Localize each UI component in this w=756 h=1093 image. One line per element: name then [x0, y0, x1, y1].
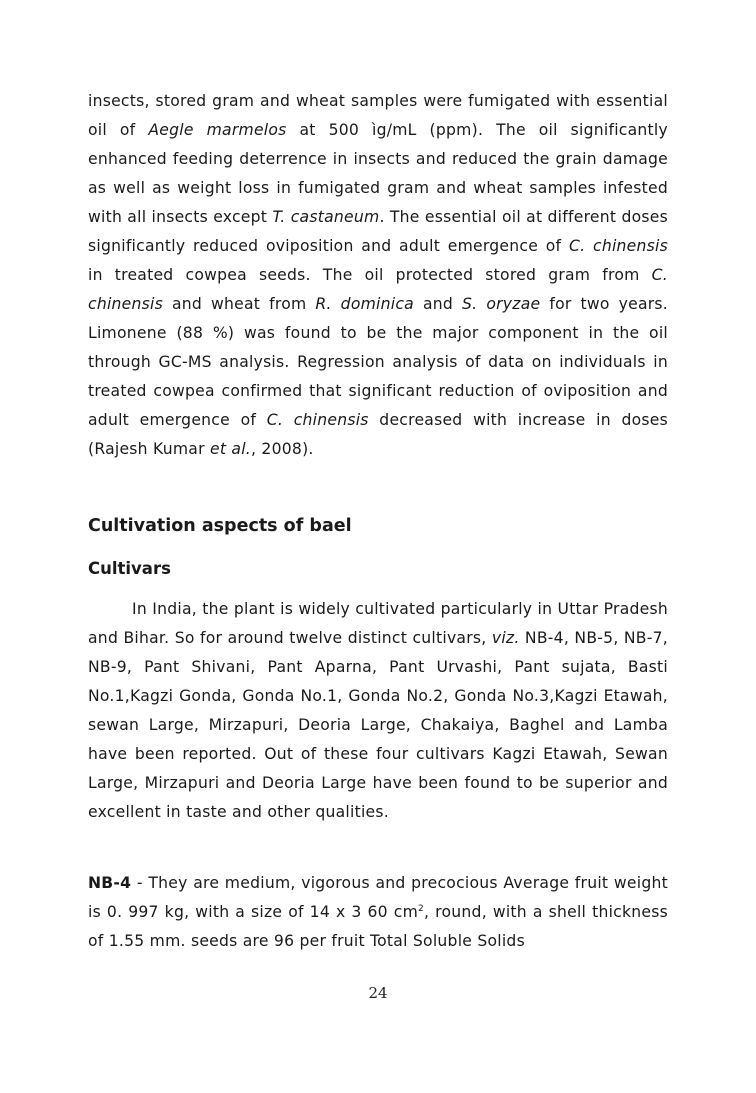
species-name: S. oryzae: [462, 295, 541, 313]
species-name: T. castaneum: [272, 208, 380, 226]
superscript: 2: [418, 903, 425, 914]
species-name: C. chinensis: [568, 237, 668, 255]
cultivar-label: NB-4: [88, 874, 132, 892]
text-run: and: [413, 295, 463, 313]
text-run: insects, stored gram and wheat samples were fumigated with essential oil of: [88, 92, 668, 139]
text-run: . The essential oil at different doses significantly reduced oviposition and adult emergence of: [88, 208, 668, 255]
species-name: Aegle marmelos: [148, 121, 287, 139]
species-name: C. chinensis: [266, 411, 369, 429]
text-run: for two years. Limonene (88 %) was found to be the major component in the oil through GC-MS analysis. Regression analysis of data on individuals in treated cowpea confirmed that significant reduction of oviposition and adult emergence of: [88, 295, 668, 429]
subsection-heading: Cultivars: [88, 559, 171, 578]
text-run: In India, the plant is widely cultivated particularly in Uttar Pradesh and Bihar. So for around twelve distinct cultivars,: [88, 600, 668, 647]
paragraph-nb4: [88, 869, 668, 956]
italic-term: viz.: [491, 629, 520, 647]
paragraph-fumigation: [88, 87, 668, 464]
text-run: at 500 ìg/mL (ppm). The oil significantly enhanced feeding deterrence in insects and reduced the grain damage as well as weight loss in fumigated gram and wheat samples infested with all insects except: [88, 121, 668, 226]
citation-italic: et al.: [209, 440, 251, 458]
page-number: 24: [368, 984, 388, 1002]
text-run: NB-4, NB-5, NB-7, NB-9, Pant Shivani, Pant Aparna, Pant Urvashi, Pant sujata, Basti No.1,Kagzi Gonda, Gonda No.1, Gonda No.2, Gonda No.3,Kagzi Etawah, sewan Large, Mirzapuri, Deoria Large, Chakaiya, Baghel and Lamba have been reported. Out of these four cultivars Kagzi Etawah, Sewan Large, Mirzapuri and Deoria Large have been found to be superior and excellent in taste and other qualities.: [88, 629, 669, 821]
text-run: in treated cowpea seeds. The oil protected stored gram from: [88, 266, 652, 284]
species-name: C. chinensis: [88, 266, 668, 313]
text-run: and wheat from: [162, 295, 316, 313]
paragraph-cultivars: [88, 595, 668, 827]
text-run: , 2008).: [250, 440, 314, 458]
text-run: decreased with increase in doses (Rajesh Kumar: [88, 411, 668, 458]
text-run: - They are medium, vigorous and precocious Average fruit weight is 0. 997 kg, with a size of 14 x 3 60 cm: [88, 874, 668, 921]
section-heading: Cultivation aspects of bael: [88, 516, 352, 536]
species-name: R. dominica: [315, 295, 414, 313]
text-run: , round, with a shell thickness of 1.55 mm. seeds are 96 per fruit Total Soluble Solids: [88, 903, 668, 950]
